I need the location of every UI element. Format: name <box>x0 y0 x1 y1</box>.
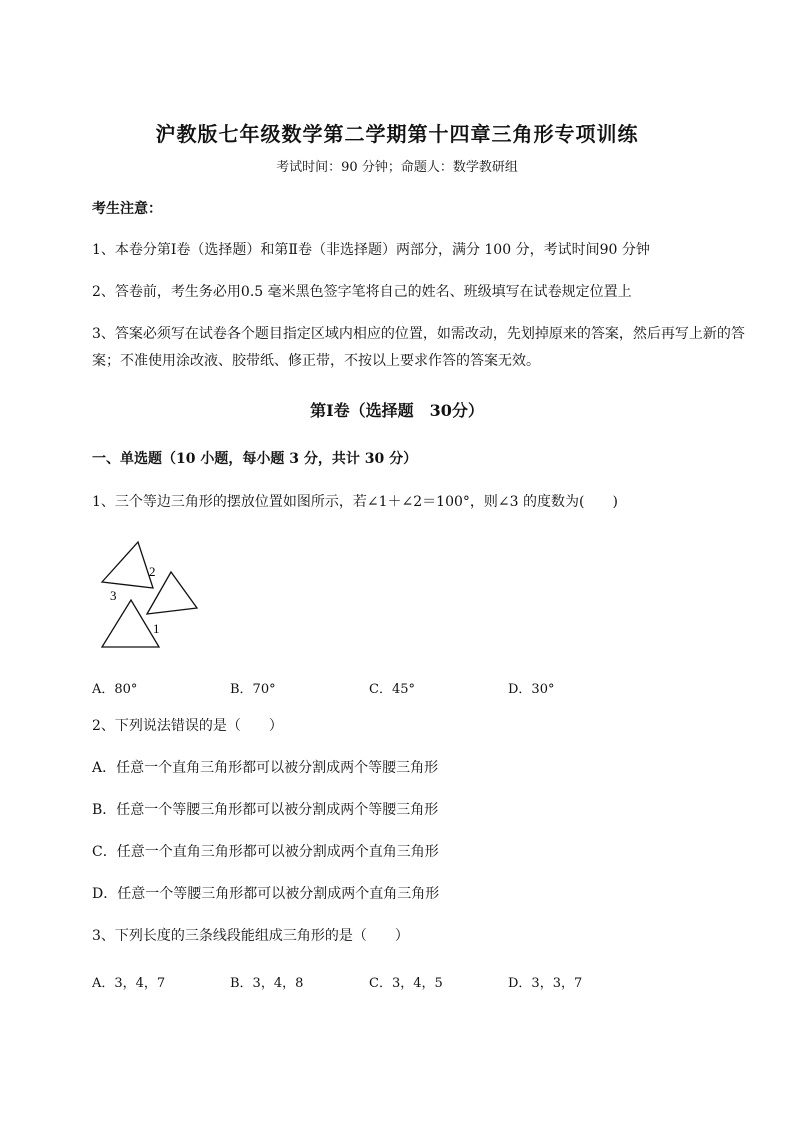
notice-item-1: 1、本卷分第Ⅰ卷（选择题）和第Ⅱ卷（非选择题）两部分，满分 100 分，考试时间90 分钟 <box>92 242 650 258</box>
question-3-option-b[interactable]: B．3，4，8 <box>230 976 304 991</box>
question-1-option-b[interactable]: B．70° <box>230 682 276 697</box>
page-title: 沪教版七年级数学第二学期第十四章三角形专项训练 <box>155 122 639 146</box>
section-title: 第Ⅰ卷（选择题 30分） <box>310 401 484 420</box>
question-1-option-c[interactable]: C．45° <box>369 682 415 697</box>
question-1-stem: 1、三个等边三角形的摆放位置如图所示，若∠1＋∠2＝100°，则∠3 的度数为( ) <box>92 494 618 510</box>
question-3-option-c[interactable]: C．3，4，5 <box>369 976 443 991</box>
question-3-stem: 3、下列长度的三条线段能组成三角形的是（ ） <box>92 928 409 944</box>
question-1-option-d[interactable]: D．30° <box>508 682 555 697</box>
question-2-option-c[interactable]: C．任意一个直角三角形都可以被分割成两个直角三角形 <box>92 844 439 860</box>
question-2-option-b[interactable]: B．任意一个等腰三角形都可以被分割成两个等腰三角形 <box>92 802 439 818</box>
notice-item-3: 3、答案必须写在试卷各个题目指定区域内相应的位置，如需改动，先划掉原来的答案，然后再写上新的答案；不准使用涂改液、胶带纸、修正带，不按以上要求作答的答案无效。 <box>92 326 745 369</box>
notice-item-2: 2、答卷前，考生务必用0.5 毫米黑色签字笔将自己的姓名、班级填写在试卷规定位置上 <box>92 284 632 300</box>
question-3-option-a[interactable]: A．3，4，7 <box>92 976 166 991</box>
triangles-figure <box>92 530 212 660</box>
angle-label-3: 3 <box>110 588 117 603</box>
angle-label-2: 2 <box>149 564 156 579</box>
notice-heading: 考生注意： <box>92 201 162 217</box>
question-3-option-d[interactable]: D．3，3，7 <box>508 976 583 991</box>
question-2-option-a[interactable]: A．任意一个直角三角形都可以被分割成两个等腰三角形 <box>92 760 439 776</box>
question-1-option-a[interactable]: A．80° <box>92 682 138 697</box>
exam-info: 考试时间：90 分钟；命题人：数学教研组 <box>276 160 518 175</box>
part-heading: 一、单选题（10 小题，每小题 3 分，共计 30 分） <box>92 451 418 467</box>
angle-label-1: 1 <box>153 621 160 636</box>
question-2-stem: 2、下列说法错误的是（ ） <box>92 718 283 734</box>
triangle-top-left <box>102 542 153 588</box>
question-2-option-d[interactable]: D．任意一个等腰三角形都可以被分割成两个直角三角形 <box>92 886 440 902</box>
